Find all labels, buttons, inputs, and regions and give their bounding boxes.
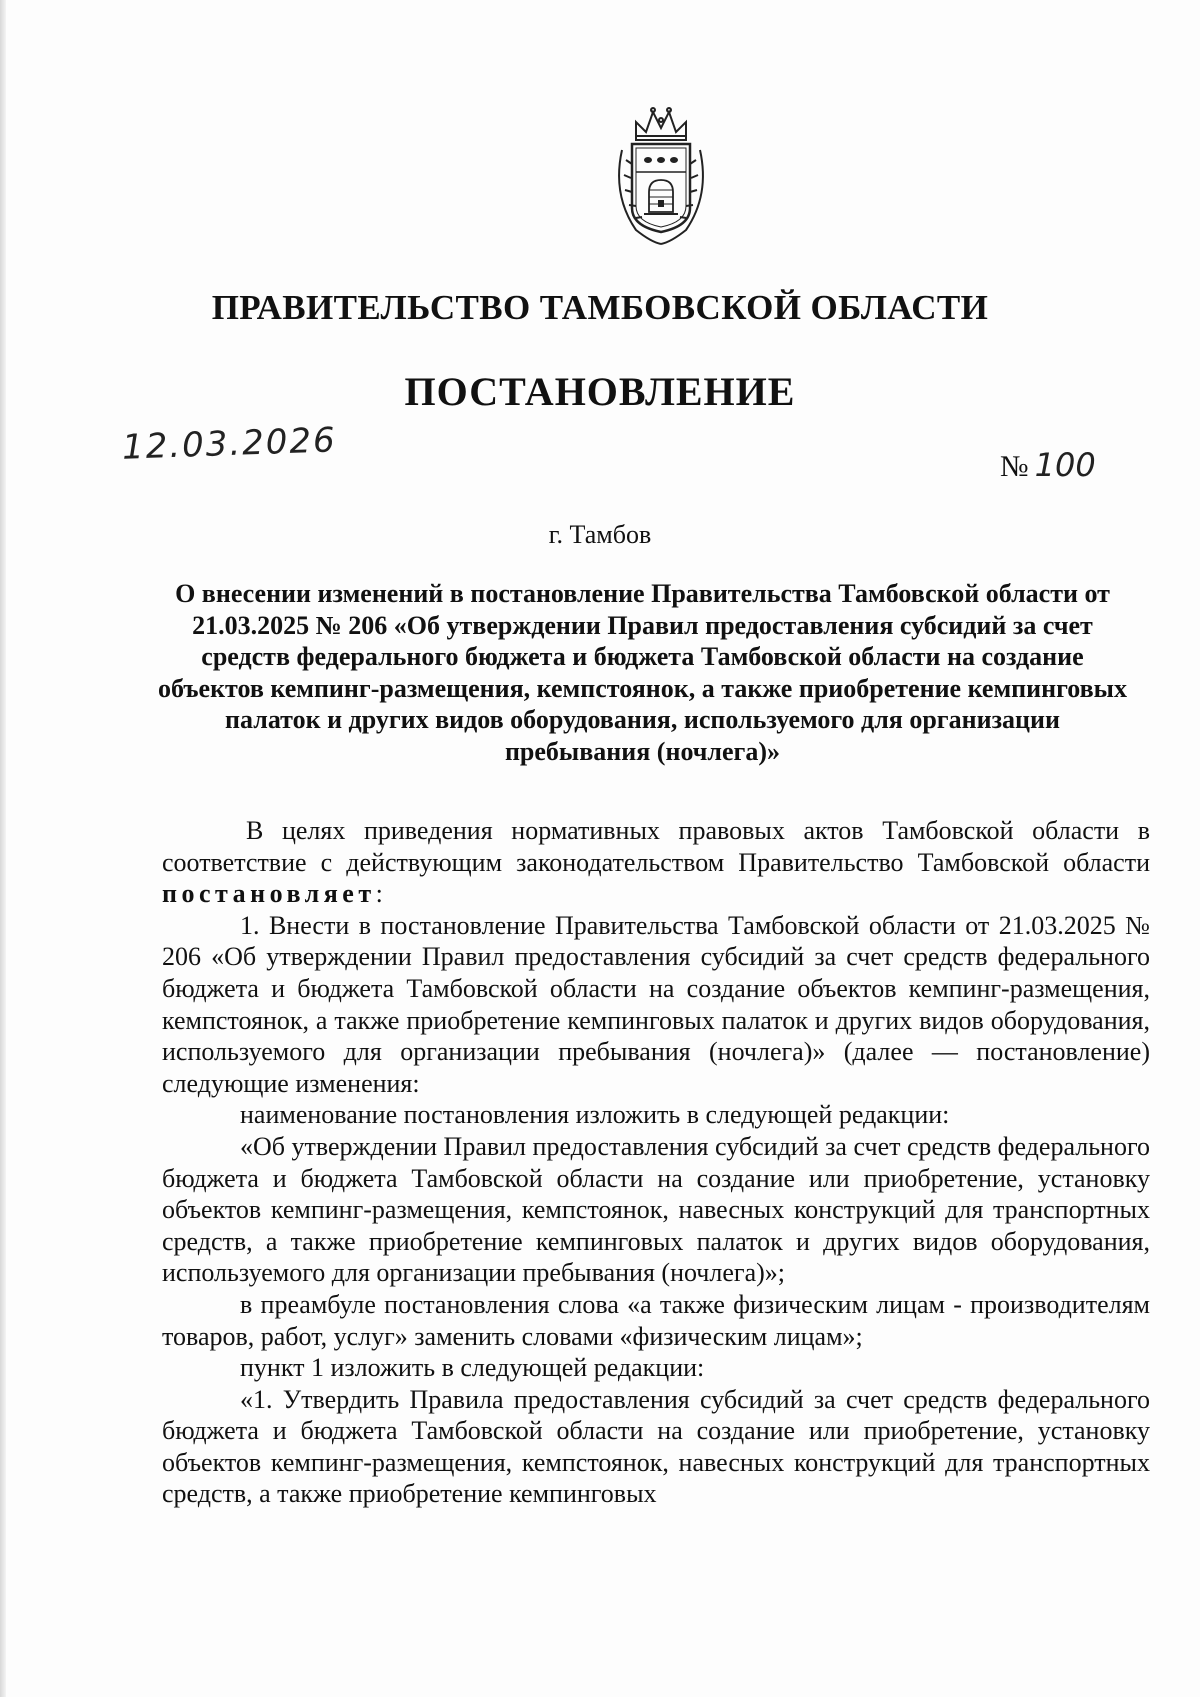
number-sign: №: [1000, 450, 1029, 483]
document-number: [1000, 446, 1096, 484]
organization-title: ПРАВИТЕЛЬСТВО ТАМБОВСКОЙ ОБЛАСТИ: [211, 288, 989, 327]
intro-text: В целях приведения нормативных правовых актов Тамбовской области в соответствие с действующим законодательством Правительство Тамбовской области: [162, 816, 1150, 877]
scan-edge: [0, 0, 6, 1697]
paragraph-6: «1. Утвердить Правила предоставления субсидий за счет средств федерального бюджета и бюджета Тамбовской области на создание или приобретение, установку объектов кемпинг-размещения, кемпстоянок, навесных конструкций для транспортных средств, а также приобретение кемпинговых: [162, 1384, 1150, 1509]
intro-paragraph: [162, 815, 1150, 910]
resolves-colon: :: [375, 879, 383, 909]
handwritten-date: 12.03.2026: [121, 420, 338, 468]
paragraph-5: пункт 1 изложить в следующей редакции:: [240, 1353, 705, 1383]
city-line: г. Тамбов: [548, 520, 652, 549]
tambov-coat-of-arms-icon: [606, 100, 716, 250]
paragraph-2: наименование постановления изложить в следующей редакции:: [240, 1100, 950, 1130]
paragraph-1: 1. Внести в постановление Правительства Тамбовской области от 21.03.2025 № 206 «Об утверждении Правил предоставления субсидий за счет средств федерального бюджета и бюджета Тамбовской области на создание объектов кемпинг-размещения, кемпстоянок, а также приобретение кемпинговых палаток и других видов оборудования, используемого для организации пребывания (ночлега)» (далее — постановление) следующие изменения:: [162, 910, 1150, 1098]
resolves-word: постановляет: [162, 879, 376, 909]
handwritten-number: 100: [1034, 446, 1096, 484]
document-type: ПОСТАНОВЛЕНИЕ: [404, 369, 796, 414]
paragraph-3: «Об утверждении Правил предоставления субсидий за счет средств федерального бюджета и бюджета Тамбовской области на создание или приобретение, установку объектов кемпинг-размещения, кемпстоянок, навесных конструкций для транспортных средств, а также приобретение кемпинговых палаток и других видов оборудования, используемого для организации пребывания (ночлега)»;: [162, 1131, 1150, 1288]
document-subject-title: О внесении изменений в постановление Правительства Тамбовской области от 21.03.2025 № 206 «Об утверждении Правил предоставления субсидий за счет средств федерального бюджета и бюджета Тамбовской области на создание объектов кемпинг-размещения, кемпстоянок, а также приобретение кемпинговых палаток и других видов оборудования, используемого для организации пребывания (ночлега)»: [158, 579, 1127, 766]
document-body: [162, 815, 1150, 1510]
paragraph-4: в преамбуле постановления слова «а также физическим лицам - производителям товаров, работ, услуг» заменить словами «физическим лицам»;: [162, 1289, 1150, 1351]
